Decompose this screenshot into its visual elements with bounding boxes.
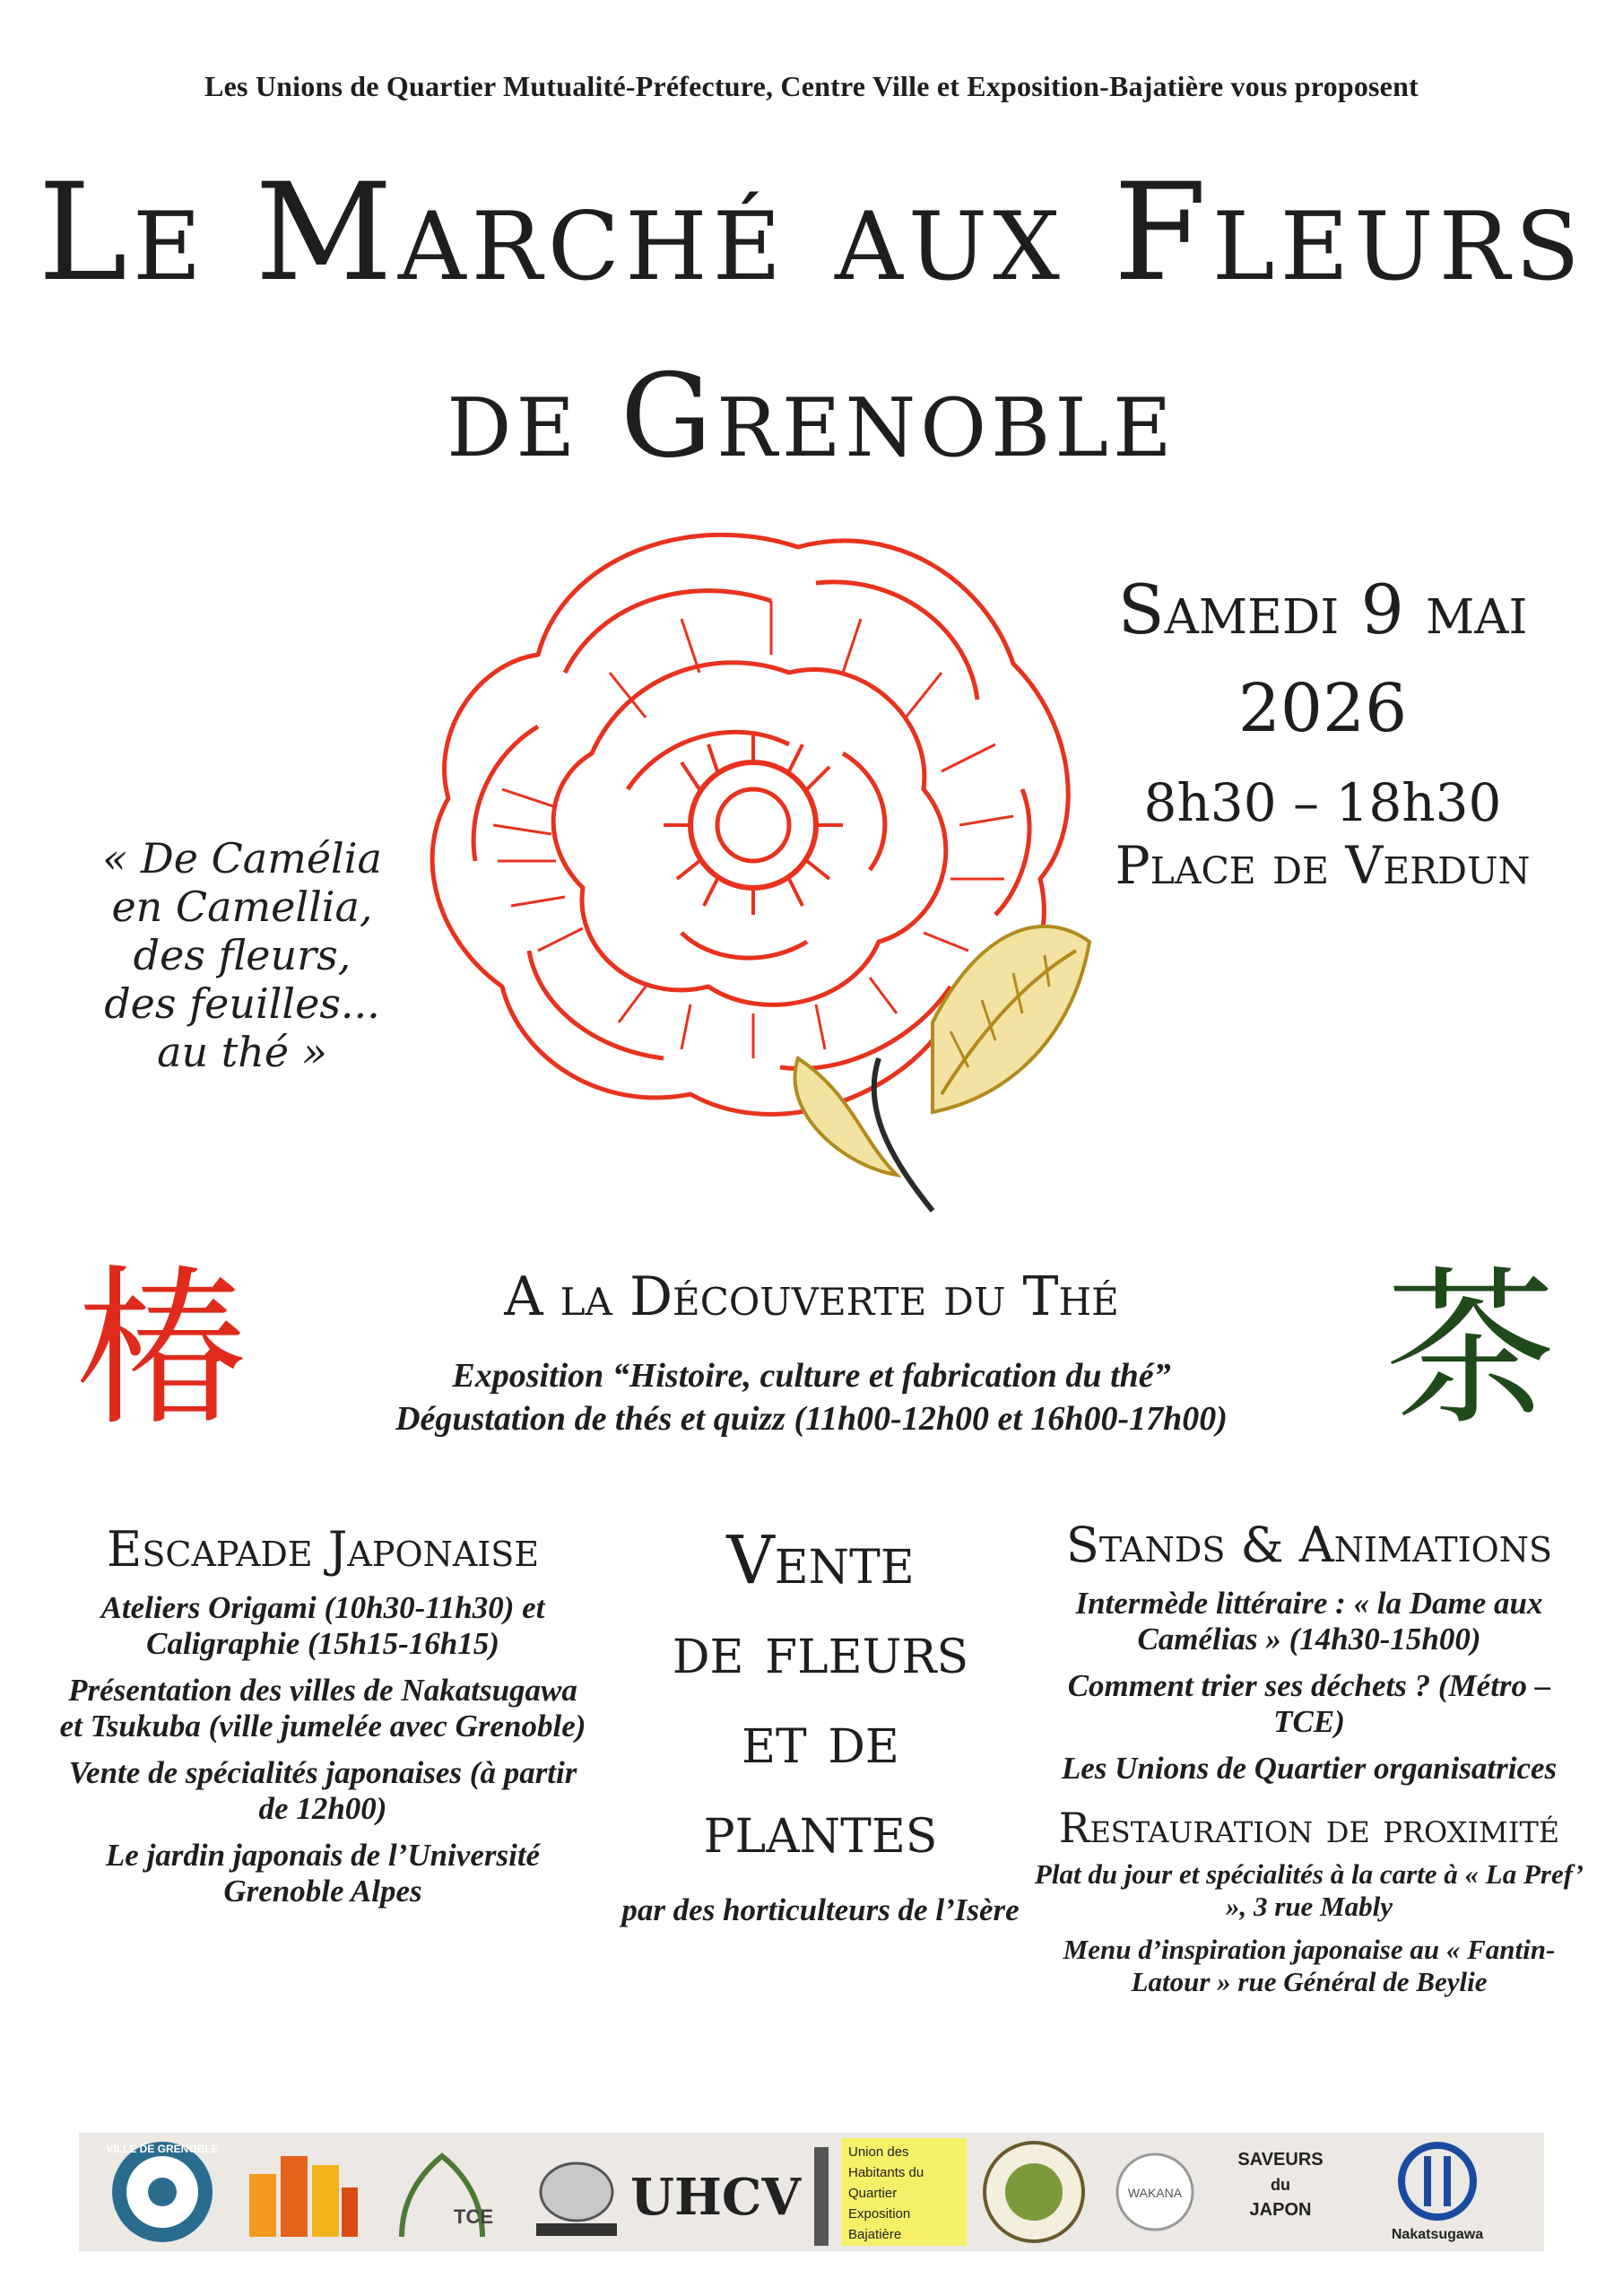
restauration-title: Restauration de proximité xyxy=(1058,1804,1560,1852)
quote-line: au thé » xyxy=(157,1028,327,1076)
vente-line: de fleurs xyxy=(672,1612,969,1689)
wakana-logo-text: WAKANA xyxy=(1127,2186,1183,2200)
wakana-logo xyxy=(1106,2138,1204,2246)
nakatsugawa-logo xyxy=(1370,2138,1505,2246)
event-date: Samedi 9 mai xyxy=(1117,570,1528,649)
quote-line: des feuilles... xyxy=(104,979,380,1028)
vente-line: et de xyxy=(742,1701,899,1779)
union-line: Habitants du xyxy=(848,2165,924,2180)
escapade-item: Vente de spécialités japonaises (à partir de 12h00) xyxy=(68,1755,577,1826)
union-habitants-logo xyxy=(805,2138,967,2246)
camellia-kanji-icon xyxy=(54,1247,269,1448)
decouverte-line-1: Exposition “Histoire, culture et fabrication du thé” xyxy=(452,1357,1171,1395)
tce-logo-text: TCE xyxy=(454,2205,493,2228)
saveurs-line: JAPON xyxy=(1249,2200,1312,2220)
tce-logo xyxy=(375,2138,509,2246)
elephant-logo xyxy=(523,2138,630,2246)
restauration-item: Plat du jour et spécialités à la carte à « La Pref’ », 3 rue Mably xyxy=(1034,1858,1584,1922)
tea-kanji-icon xyxy=(1363,1247,1578,1448)
kanji-left: 椿 xyxy=(75,1250,247,1448)
nakatsugawa-logo-text: Nakatsugawa xyxy=(1391,2227,1484,2242)
event-place: Place de Verdun xyxy=(1115,835,1531,896)
title-line-1: Le Marché aux Fleurs xyxy=(38,155,1585,311)
ville-de-grenoble-logo xyxy=(95,2138,230,2246)
saveurs-du-japon-logo xyxy=(1222,2138,1339,2246)
vente-subtitle: par des horticulteurs de l’Isère xyxy=(621,1892,1020,1927)
association-seal-logo xyxy=(976,2138,1092,2246)
quote-line: des fleurs, xyxy=(133,931,352,979)
decouverte-title: A la Découverte du Thé xyxy=(504,1265,1119,1328)
stands-item: Intermède littéraire : « la Dame aux Camélias » (14h30-15h00) xyxy=(1075,1586,1543,1657)
vente-line: Vente xyxy=(726,1522,915,1599)
saveurs-line: SAVEURS xyxy=(1237,2150,1324,2170)
vente-line: plantes xyxy=(703,1791,938,1868)
kanji-right: 茶 xyxy=(1384,1250,1557,1448)
decouverte-line-2: Dégustation de thés et quizz (11h00-12h00 et 16h00-17h00) xyxy=(395,1400,1228,1438)
escapade-column xyxy=(54,1520,592,1920)
union-mutualite-logo xyxy=(245,2138,361,2246)
uhcv-logo xyxy=(630,2138,801,2246)
stands-title: Stands & Animations xyxy=(1065,1517,1553,1573)
escapade-item: Ateliers Origami (10h30-11h30) et Caligraphie (15h15-16h15) xyxy=(100,1590,545,1661)
intro-line: Les Unions de Quartier Mutualité-Préfecture, Centre Ville et Exposition-Bajatière vous proposent xyxy=(204,70,1419,102)
escapade-item: Le jardin japonais de l’Université Grenoble Alpes xyxy=(105,1838,541,1909)
ville-logo-text: VILLE DE GRENOBLE xyxy=(106,2143,219,2155)
uhcv-logo-text: UHCV xyxy=(630,2168,801,2227)
escapade-title: Escapade Japonaise xyxy=(106,1521,540,1578)
title-line-2: de Grenoble xyxy=(447,350,1176,483)
quote-line: « De Camélia xyxy=(102,834,382,883)
sponsor-logos xyxy=(79,2133,1544,2251)
event-year: 2026 xyxy=(1237,670,1408,747)
restauration-item: Menu d’inspiration japonaise au « Fantin-Latour » rue Général de Beylie xyxy=(1063,1934,1556,1997)
camellia-flower-illustration xyxy=(395,520,1094,1220)
union-line: Union des xyxy=(848,2144,909,2160)
union-line: Exposition xyxy=(848,2206,911,2222)
vente-column xyxy=(619,1516,1022,1928)
saveurs-line: du xyxy=(1271,2176,1290,2194)
stands-column xyxy=(1031,1516,1587,2009)
quote-line: en Camellia, xyxy=(111,883,373,931)
union-line: Quartier xyxy=(848,2186,898,2201)
quote-block xyxy=(81,834,404,1076)
escapade-item: Présentation des villes de Nakatsugawa et Tsukuba (ville jumelée avec Grenoble) xyxy=(59,1673,586,1744)
stands-item: Comment trier ses déchets ? (Métro – TCE) xyxy=(1067,1668,1551,1739)
union-line: Bajatière xyxy=(848,2227,902,2242)
event-hours: 8h30 – 18h30 xyxy=(1143,772,1502,833)
stands-item: Les Unions de Quartier organisatrices xyxy=(1061,1751,1558,1786)
